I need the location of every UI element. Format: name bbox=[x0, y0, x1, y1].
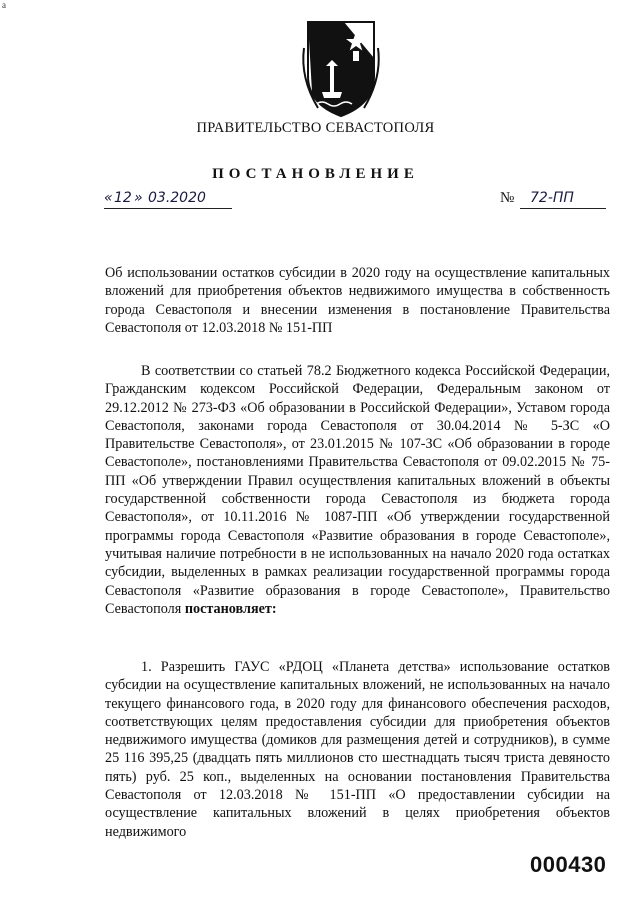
date-underline bbox=[104, 208, 232, 209]
date-day: 12 bbox=[114, 190, 132, 206]
document-type-title: ПОСТАНОВЛЕНИЕ bbox=[212, 166, 419, 182]
resolves-keyword: постановляет: bbox=[184, 600, 277, 617]
sevastopol-coat-of-arms-icon bbox=[298, 18, 384, 120]
document-number bbox=[500, 190, 606, 210]
government-name: ПРАВИТЕЛЬСТВО СЕВАСТОПОЛЯ bbox=[196, 120, 435, 136]
date-month-year: 03.2020 bbox=[148, 190, 206, 206]
serial-number: 000430 bbox=[530, 852, 607, 877]
clause-1-paragraph bbox=[105, 658, 610, 841]
document-date bbox=[104, 190, 232, 210]
document-subject: Об использовании остатков субсидии в 2020 году на осуществление капитальных вложений для приобретения объектов недвижимого имущества в собственность города Севастополя и внесении изменения в постановление Правительства Севастополя от 12.03.2018 № 151-ПП bbox=[105, 265, 610, 336]
number-value: 72-ПП bbox=[530, 190, 574, 206]
number-underline bbox=[520, 208, 606, 209]
corner-mark: a bbox=[2, 0, 6, 10]
clause-1-text: 1. Разрешить ГАУС «РДОЦ «Планета детства» использование остатков субсидии на осуществление капитальных вложений, не использованных на начало текущего финансового года, в 2020 году для финансового обеспечения расходов, соответствующих целям предоставления субсидии для приобретения объектов недвижимого имущества (домиков для размещения детей и сотрудников), в сумме 25 116 395,25 (двадцать пять миллионов сто шестнадцать тысяч триста девяносто пять) руб. 25 коп., выделенных на основании постановления Правительства Севастополя от 12.03.2018 № 151-ПП «О предоставлении субсидии на осуществление капитальных вложений в целях приобретения объектов недвижимого bbox=[105, 659, 610, 840]
preamble-paragraph bbox=[105, 362, 610, 618]
date-close-quote: » bbox=[134, 190, 143, 206]
date-open-quote: « bbox=[104, 190, 113, 206]
preamble-text: В соответствии со статьей 78.2 Бюджетного кодекса Российской Федерации, Гражданским кодексом Российской Федерации, Федеральным законом от 29.12.2012 № 273-ФЗ «Об образовании в Российской Федерации», Уставом города Севастополя, законами города Севастополя от 30.04.2014 № 5-ЗС «О Правительстве Севастополя», от 23.01.2015 № 107-ЗС «Об образовании в городе Севастополе», постановлениями Правительства Севастополя от 09.02.2015 № 75-ПП «Об утверждении Правил осуществления капитальных вложений в объекты государственной собственности города Севастополя из бюджета города Севастополя», от 10.11.2016 № 1087-ПП «Об утверждении государственной программы города Севастополя «Развитие образования в городе Севастополе», учитывая наличие потребности в не использованных на начало 2020 года остатках субсидии, выделенных в рамках реализации государственной программы города Севастополя «Развитие образования в городе Севастополе», Правительство Севастополя bbox=[105, 363, 610, 617]
number-sign: № bbox=[500, 190, 515, 206]
